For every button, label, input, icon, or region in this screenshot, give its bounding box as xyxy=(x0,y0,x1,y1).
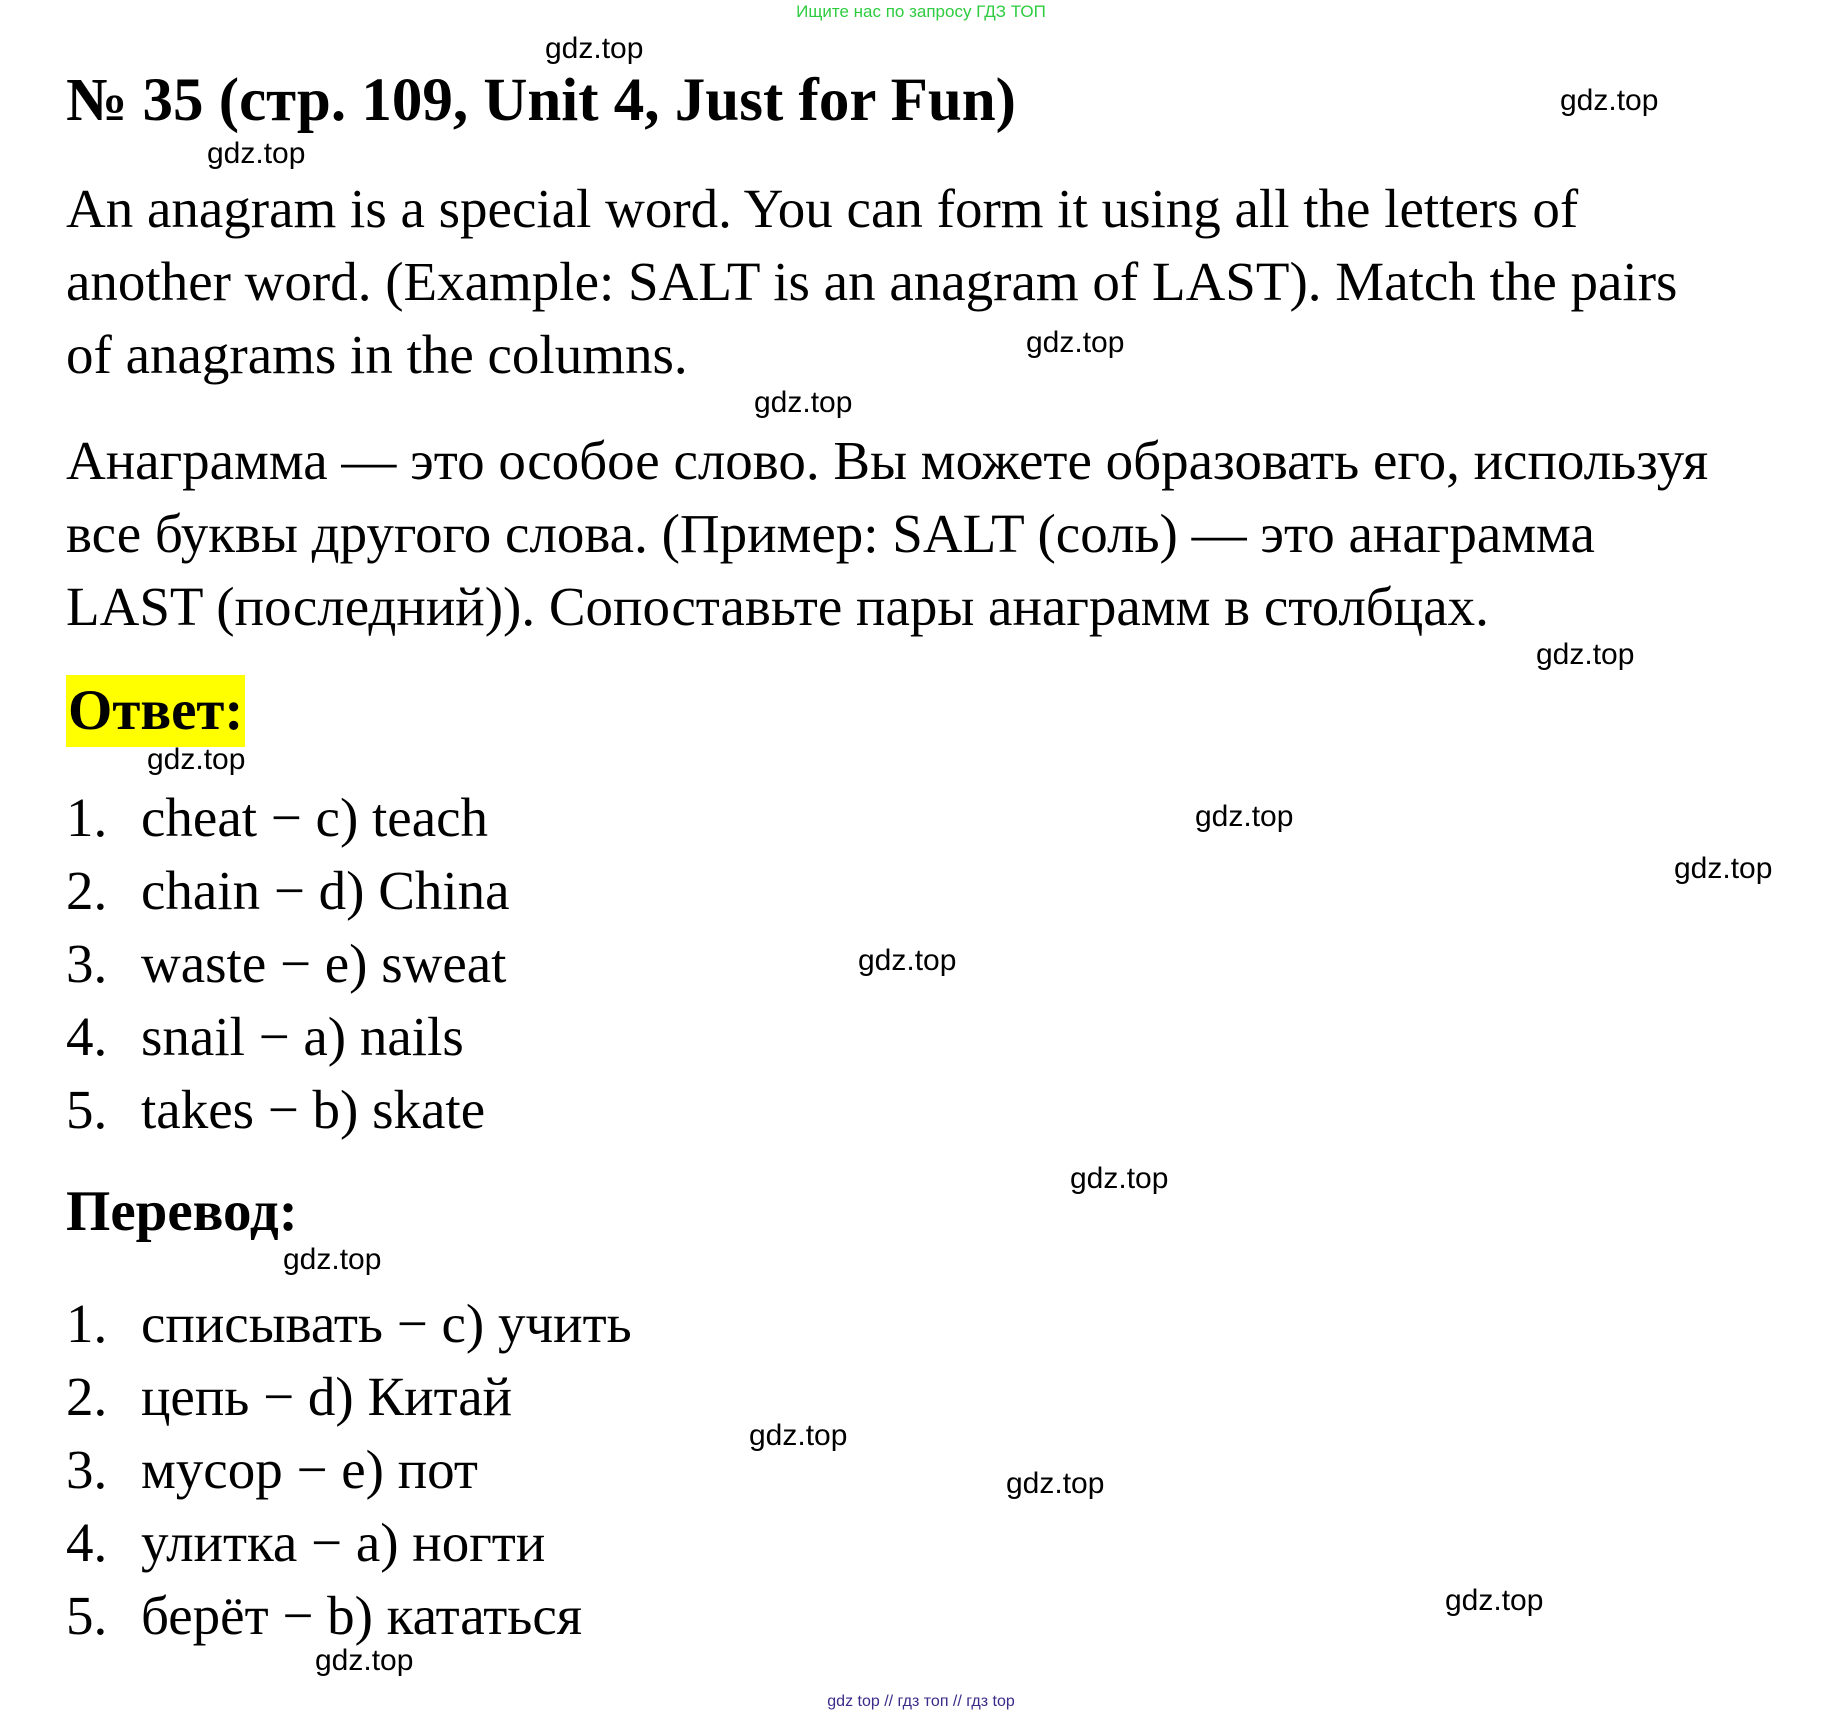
footer-note: gdz top // гдз топ // гдз top xyxy=(827,1693,1015,1710)
watermark: gdz.top xyxy=(754,386,853,419)
watermark: gdz.top xyxy=(1560,84,1659,117)
item-number: 5. xyxy=(66,1079,108,1140)
translation-item xyxy=(66,1579,632,1652)
item-number: 4. xyxy=(66,1006,108,1067)
watermark: gdz.top xyxy=(1026,326,1125,359)
item-number: 2. xyxy=(66,1366,108,1427)
task-en-line: another word. (Example: SALT is an anagram of LAST). Match the pairs xyxy=(66,251,1678,312)
answer-label: Ответ: xyxy=(66,675,245,747)
item-text: мусор − e) пот xyxy=(141,1439,478,1500)
exercise-title: № 35 (стр. 109, Unit 4, Just for Fun) xyxy=(66,67,1016,134)
answer-list xyxy=(66,781,510,1146)
task-en-line: An anagram is a special word. You can form it using all the letters of xyxy=(66,178,1579,239)
item-text: берёт − b) кататься xyxy=(141,1585,583,1646)
item-text: cheat − c) teach xyxy=(141,787,489,848)
answer-item xyxy=(66,927,510,1000)
answer-item xyxy=(66,1073,510,1146)
task-ru-line: LAST (последний)). Сопоставьте пары анаграмм в столбцах. xyxy=(66,576,1489,637)
item-text: улитка − a) ногти xyxy=(141,1512,546,1573)
item-text: цепь − d) Китай xyxy=(141,1366,513,1427)
translation-item xyxy=(66,1506,632,1579)
item-number: 4. xyxy=(66,1512,108,1573)
item-text: chain − d) China xyxy=(141,860,510,921)
watermark: gdz.top xyxy=(315,1644,414,1677)
answer-item xyxy=(66,1000,510,1073)
translation-item xyxy=(66,1433,632,1506)
watermark: gdz.top xyxy=(1070,1162,1169,1195)
translation-item xyxy=(66,1287,632,1360)
translation-label: Перевод: xyxy=(66,1180,298,1243)
item-number: 5. xyxy=(66,1585,108,1646)
watermark: gdz.top xyxy=(1195,800,1294,833)
watermark: gdz.top xyxy=(1445,1584,1544,1617)
item-text: списывать − c) учить xyxy=(141,1293,632,1354)
item-text: snail − a) nails xyxy=(141,1006,464,1067)
header-note: Ищите нас по запросу ГДЗ ТОП xyxy=(796,2,1046,21)
translation-list xyxy=(66,1287,632,1652)
watermark: gdz.top xyxy=(858,944,957,977)
watermark: gdz.top xyxy=(147,743,246,776)
watermark: gdz.top xyxy=(749,1419,848,1452)
task-ru-line: все буквы другого слова. (Пример: SALT (соль) — это анаграмма xyxy=(66,503,1595,564)
watermark: gdz.top xyxy=(283,1243,382,1276)
watermark: gdz.top xyxy=(1536,638,1635,671)
answer-item xyxy=(66,854,510,927)
item-text: takes − b) skate xyxy=(141,1079,486,1140)
task-en-line: of anagrams in the columns. xyxy=(66,324,688,385)
task-ru-line: Анаграмма — это особое слово. Вы можете образовать его, используя xyxy=(66,430,1709,491)
item-number: 3. xyxy=(66,1439,108,1500)
task-text-en xyxy=(66,172,1836,391)
watermark: gdz.top xyxy=(1006,1467,1105,1500)
task-text-ru xyxy=(66,424,1836,643)
item-number: 1. xyxy=(66,1293,108,1354)
answer-item xyxy=(66,781,510,854)
item-number: 2. xyxy=(66,860,108,921)
item-number: 1. xyxy=(66,787,108,848)
item-text: waste − e) sweat xyxy=(141,933,507,994)
watermark: gdz.top xyxy=(207,137,306,170)
watermark: gdz.top xyxy=(1674,852,1773,885)
watermark: gdz.top xyxy=(545,32,644,65)
translation-item xyxy=(66,1360,632,1433)
item-number: 3. xyxy=(66,933,108,994)
